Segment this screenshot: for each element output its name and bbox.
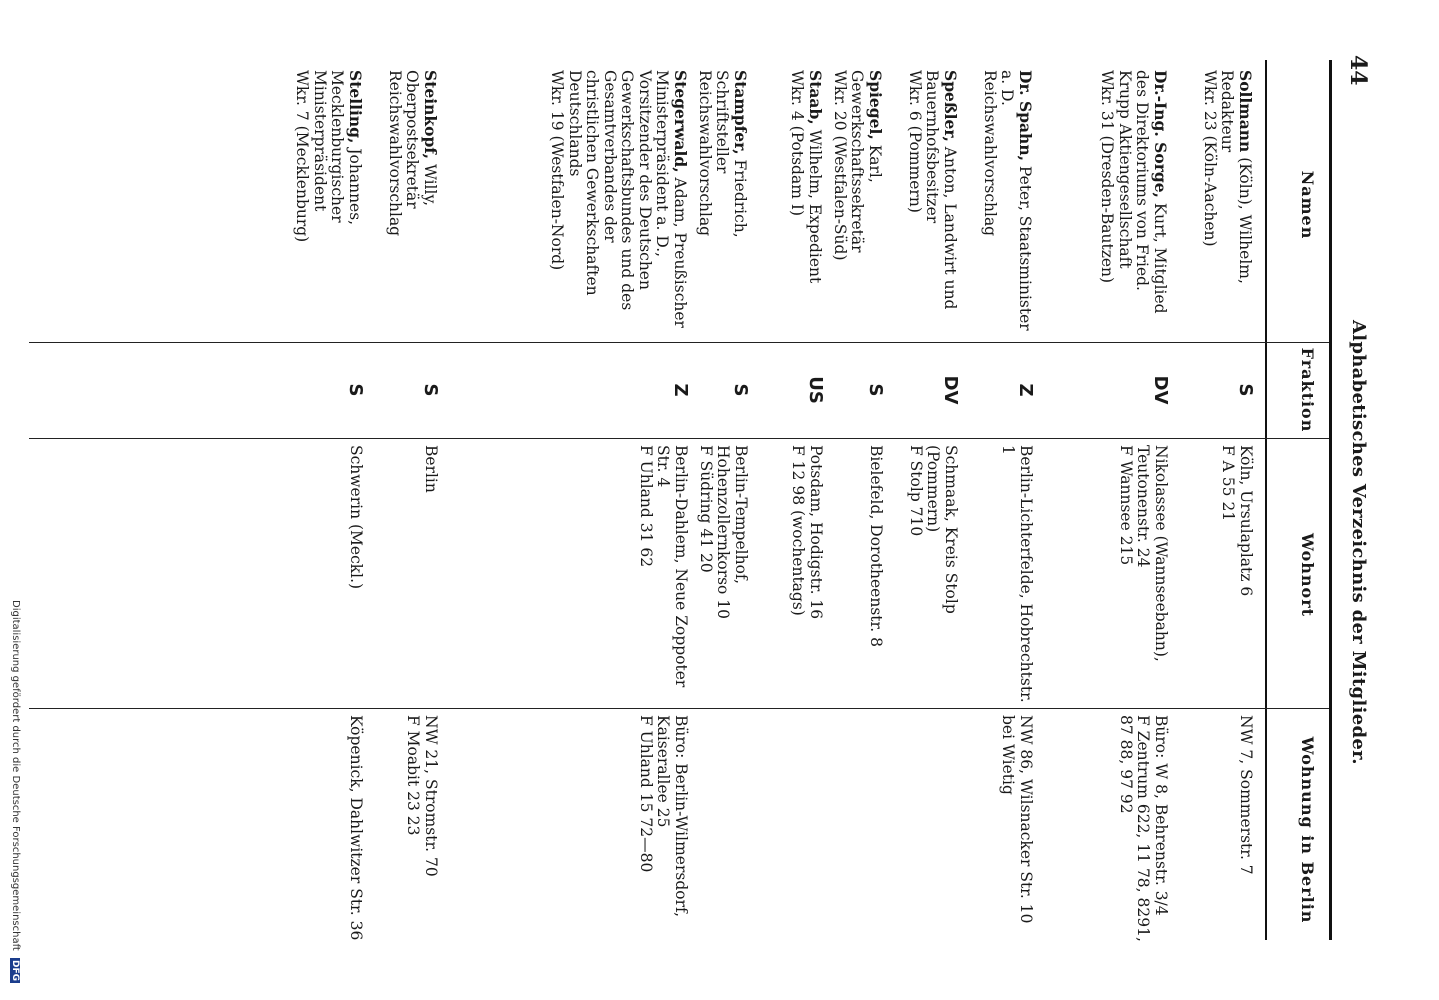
fraktion-cell: S: [865, 383, 886, 397]
column-divider: [29, 708, 1329, 709]
member-name-cell: [548, 70, 689, 340]
member-details: Karl, Gewerkschaftssekretär Wkr. 20 (Westfalen-Süd): [831, 70, 884, 261]
member-name-cell: [831, 70, 885, 340]
wohnort-cell: Berlin-Dahlem, Neue Zoppoter Str. 4 F Uhland 31 62: [637, 445, 690, 688]
dfg-logo: DFG: [10, 960, 20, 982]
wohnort-cell: Bielefeld, Dorotheenstr. 8: [867, 445, 885, 647]
member-name-cell: [293, 70, 364, 340]
berlin-address-cell: Büro: W 8, Behrenstr. 3/4 F Zentrum 622, 11 78, 8291, 87 88, 97 92: [1117, 715, 1170, 942]
wohnort-cell: Nikolassee (Wannseebahn), Teutonenstr. 24 F Wannsee 215: [1117, 445, 1170, 662]
member-details: Adam, Preußischer Ministerpräsident a. D., Vorsitzender des Deutschen Gewerkschaftsbundes und des Gesamtverbandes der christlichen Gewerkschaften Deutschlands Wkr. 19 (Westfalen-Nord): [548, 70, 689, 328]
member-surname: Staab,: [806, 70, 825, 125]
wohnort-cell: Potsdam, Hodigstr. 16 F 12 98 (wochentags): [789, 445, 825, 620]
wohnort-cell: Berlin-Lichterfelde, Hobrechtstr. 1: [999, 445, 1035, 703]
wohnort-cell: Berlin-Tempelhof, Hohenzollernkorso 10 F Südring 41 20: [697, 445, 750, 620]
member-details: Johannes, Mecklenburgischer Ministerpräsident Wkr. 7 (Mecklenburg): [293, 70, 364, 243]
fraktion-cell: S: [420, 383, 441, 397]
header-rule: [1265, 60, 1267, 940]
page-number: 44: [1345, 55, 1371, 86]
berlin-address-cell: NW 21, Stromstr. 70 F Moabit 23 23: [404, 715, 440, 877]
digitization-text: Digitalisierung gefördert durch die Deutsche Forschungsgemeinschaft: [10, 600, 21, 951]
digitization-note: [10, 600, 21, 983]
member-surname: Speßler,: [941, 70, 960, 142]
running-title: Alphabetisches Verzeichnis der Mitglieder.: [1348, 320, 1369, 765]
member-details: Wilhelm, Expedient Wkr. 4 (Potsdam I): [788, 70, 824, 284]
wohnort-cell: Schwerin (Meckl.): [347, 445, 365, 590]
fraktion-cell: DV: [940, 375, 961, 405]
member-name-cell: [696, 70, 750, 340]
fraktion-cell: Z: [1015, 383, 1036, 397]
member-details: Anton, Landwirt und Bauernhofsbesitzer Wkr. 6 (Pommern): [906, 70, 959, 310]
member-surname: Steinkopf,: [421, 70, 440, 160]
berlin-address-cell: NW 86, Wilsnacker Str. 10 bei Wietig: [999, 715, 1035, 924]
member-surname: Stelling,: [346, 70, 365, 144]
member-surname: Dr.-Ing. Sorge,: [1151, 70, 1170, 198]
member-name-cell: [788, 70, 824, 340]
fraktion-cell: US: [805, 376, 826, 404]
column-header-namen: Namen: [1298, 170, 1317, 240]
member-name-cell: [386, 70, 440, 340]
member-name-cell: [906, 70, 960, 340]
member-name-cell: [1201, 70, 1255, 340]
column-divider: [29, 438, 1329, 439]
member-surname: Spiegel,: [866, 70, 885, 140]
column-header-fraktion: Fraktion: [1298, 347, 1317, 433]
member-name-cell: [981, 70, 1035, 340]
member-details: Kurt, Mitglied des Direktoriums von Fried. Krupp Aktiengesellschaft Wkr. 31 (Dresden-Bautzen): [1098, 70, 1169, 314]
column-header-wohnort: Wohnort: [1298, 532, 1317, 618]
berlin-address-cell: NW 7, Sommerstr. 7: [1237, 715, 1255, 875]
member-name-cell: [1098, 70, 1169, 340]
column-divider: [29, 342, 1329, 343]
member-details: (Köln), Wilhelm, Redakteur Wkr. 23 (Köln-Aachen): [1201, 70, 1254, 284]
column-header-wohnung: Wohnung in Berlin: [1298, 736, 1317, 924]
top-rule: [1329, 60, 1332, 940]
member-surname: Stegerwald,: [671, 70, 690, 173]
fraktion-cell: Z: [670, 383, 691, 397]
berlin-address-cell: Büro: Berlin-Wilmersdorf, Kaiserallee 25 F Uhland 15 72—80: [637, 715, 690, 918]
member-surname: Dr. Spahn,: [1016, 70, 1035, 161]
fraktion-cell: S: [1235, 383, 1256, 397]
member-details: Friedrich, Schriftsteller Reichswahlvorschlag: [696, 70, 749, 238]
member-details: Peter, Staatsminister a. D. Reichswahlvorschlag: [981, 70, 1034, 331]
berlin-address-cell: Köpenick, Dahlwitzer Str. 36: [347, 715, 365, 941]
fraktion-cell: S: [730, 383, 751, 397]
member-surname: Stampfer,: [731, 70, 750, 155]
fraktion-cell: DV: [1150, 375, 1171, 405]
wohnort-cell: Berlin: [422, 445, 440, 493]
fraktion-cell: S: [345, 383, 366, 397]
member-details: Willy, Oberpostsekretär Reichswahlvorschlag: [386, 70, 439, 237]
wohnort-cell: Schmaak, Kreis Stolp (Pommern) F Stolp 710: [907, 445, 960, 614]
member-surname: Sollmann: [1236, 70, 1255, 153]
wohnort-cell: Köln, Ursulaplatz 6 F A 55 21: [1219, 445, 1255, 597]
